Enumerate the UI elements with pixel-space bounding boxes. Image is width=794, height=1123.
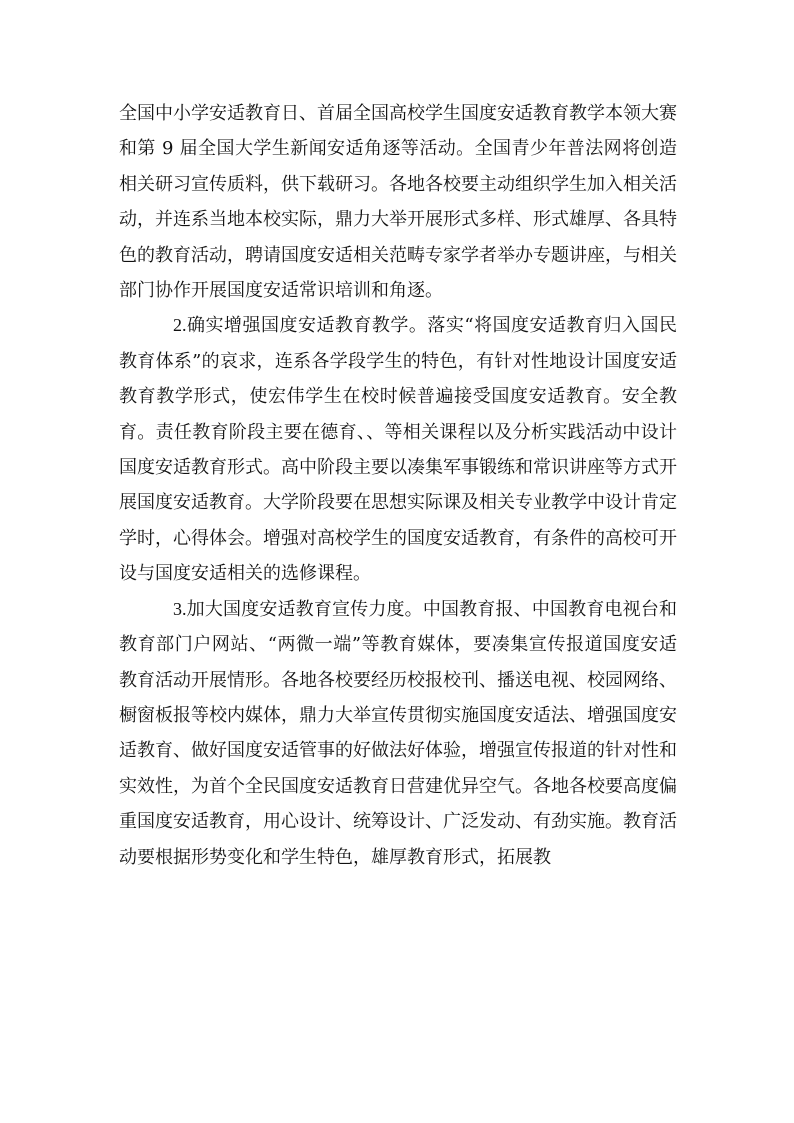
paragraph-number: 3. <box>173 598 187 619</box>
paragraph-text: 全国中小学安适教育日、首届全国高校学生国度安适教育教学本领大赛和第 9 届全国大学生新闻安适角逐等活动。全国青少年普法网将创造相关研习宣传质料，供下载研习。各地各校要主动组织学生加入相关活动，并连系当地本校实际，鼎力大举开展形式多样、形式雄厚、各具特色的教育活动，聘请国度安适相关范畴专家学者举办专题讲座，与相关部门协作开展国度安适常识培训和角逐。 <box>119 103 677 302</box>
paragraph-item-2 <box>119 308 677 591</box>
paragraph-text: 加大国度安适教育宣传力度。中国教育报、中国教育电视台和教育部门户网站、“两微一端”等教育媒体，要凑集宣传报道国度安适教育活动开展情形。各地各校要经历校报校刊、播送电视、校园网络、橱窗板报等校内媒体，鼎力大举宣传贯彻实施国度安适法、增强国度安适教育、做好国度安适管事的好做法好体验，增强宣传报道的针对性和实效性，为首个全民国度安适教育日营建优异空气。各地各校要高度偏重国度安适教育，用心设计、统筹设计、广泛发动、有劲实施。教育活动要根据形势变化和学生特色，雄厚教育形式，拓展教 <box>119 598 677 868</box>
paragraph-continuation <box>119 96 677 308</box>
paragraph-item-3 <box>119 592 677 875</box>
document-body <box>119 96 677 875</box>
paragraph-number: 2. <box>173 315 187 336</box>
paragraph-text: 确实增强国度安适教育教学。落实“将国度安适教育归入国民教育体系”的哀求，连系各学段学生的特色，有针对性地设计国度安适教育教学形式，使宏伟学生在校时候普遍接受国度安适教育。安全教育。责任教育阶段主要在德育、、等相关课程以及分析实践活动中设计国度安适教育形式。高中阶段主要以凑集军事锻练和常识讲座等方式开展国度安适教育。大学阶段要在思想实际课及相关专业教学中设计肯定学时，心得体会。增强对高校学生的国度安适教育，有条件的高校可开设与国度安适相关的选修课程。 <box>119 315 677 585</box>
